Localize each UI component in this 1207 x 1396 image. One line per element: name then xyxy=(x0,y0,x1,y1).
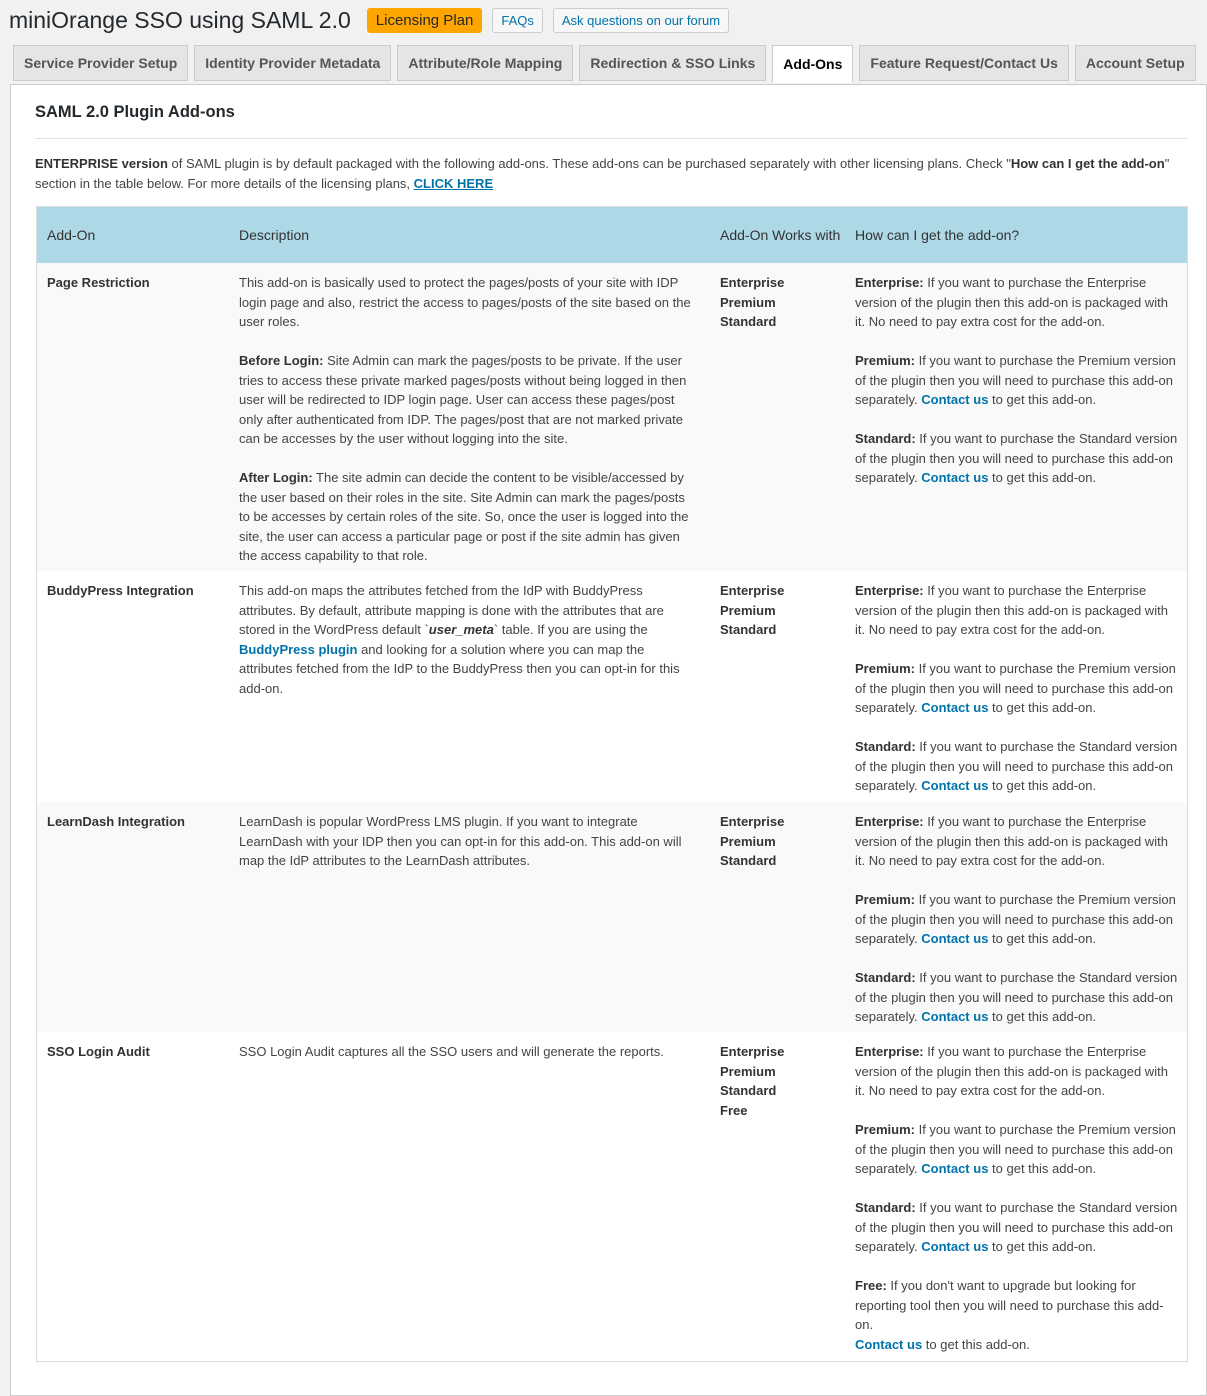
works-free: Free xyxy=(720,1102,748,1118)
addon-name: Page Restriction xyxy=(47,275,150,290)
works-enterprise: Enterprise xyxy=(720,814,785,829)
how-premium xyxy=(855,351,1179,410)
after-contact-text: to get this add-on. xyxy=(922,1336,1030,1352)
intro-bold-how: How can I get the add-on xyxy=(1010,156,1165,171)
buddypress-plugin-link[interactable]: BuddyPress plugin xyxy=(239,641,358,657)
after-contact-text: to get this add-on. xyxy=(988,931,1097,946)
faqs-button[interactable]: FAQs xyxy=(492,8,543,33)
contact-us-link[interactable]: Contact us xyxy=(921,1161,989,1176)
after-login-text: The site admin can decide the content to be visible/accessed by the user based on their roles in the site. Site Admin can mark the pages/posts to be accesses by certain roles of the site. So, once the user is logged into the site, the user can access a particular page or post if the site admin has given the access capability to that role. xyxy=(239,470,689,563)
addons-panel xyxy=(10,84,1207,1396)
how-to-get xyxy=(846,812,1187,1027)
tab-redirection-sso-links[interactable]: Redirection & SSO Links xyxy=(579,45,766,81)
premium-text: If you want to purchase the Premium version of the plugin then you will need to purchase this add-on separately. xyxy=(855,661,1176,715)
works-with-list xyxy=(711,812,846,871)
enterprise-label: Enterprise: xyxy=(855,814,924,829)
how-standard xyxy=(855,737,1179,796)
description-para: SSO Login Audit captures all the SSO users and will generate the reports. xyxy=(239,1044,664,1059)
how-to-get xyxy=(846,581,1187,796)
addon-description xyxy=(230,812,711,871)
addon-name: BuddyPress Integration xyxy=(47,583,194,598)
enterprise-text: If you want to purchase the Enterprise version of the plugin then this add-on is packaged with it. No need to pay extra cost for the add-on. xyxy=(855,814,1168,868)
contact-us-link[interactable]: Contact us xyxy=(921,1009,989,1024)
after-contact-text: to get this add-on. xyxy=(988,392,1097,407)
standard-text: If you want to purchase the Standard version of the plugin then you will need to purchase this add-on separately. xyxy=(855,739,1178,793)
before-login-text: Site Admin can mark the pages/posts to be private. If the user tries to access these private marked pages/posts without being logged in then user will be redirected to IDP login page. User can access these pages/post only after authenticated from IDP. The pages/post that are not marked private can be accesses by the user without logging into the site. xyxy=(239,353,687,446)
tab-attribute-role-mapping[interactable]: Attribute/Role Mapping xyxy=(397,45,573,81)
works-with-list xyxy=(711,581,846,640)
standard-label: Standard: xyxy=(855,431,916,446)
header-addon: Add-On xyxy=(47,227,96,243)
app-title: miniOrange SSO using SAML 2.0 xyxy=(9,6,351,33)
works-premium: Premium xyxy=(720,602,776,618)
enterprise-label: Enterprise: xyxy=(855,1044,924,1059)
description-para xyxy=(239,351,699,449)
premium-text: If you want to purchase the Premium version of the plugin then you will need to purchase this add-on separately. xyxy=(855,892,1176,946)
contact-us-link[interactable]: Contact us xyxy=(921,931,989,946)
works-enterprise: Enterprise xyxy=(720,1044,785,1059)
addon-name: SSO Login Audit xyxy=(47,1044,150,1059)
description-text: ` table. If you are using the xyxy=(493,622,648,637)
how-free xyxy=(855,1276,1179,1354)
tab-feature-request-contact[interactable]: Feature Request/Contact Us xyxy=(859,45,1068,81)
header-works-with: Add-On Works with xyxy=(720,227,841,243)
works-standard: Standard xyxy=(720,1083,777,1098)
works-standard: Standard xyxy=(720,622,777,637)
works-premium: Premium xyxy=(720,1063,776,1079)
after-contact-text: to get this add-on. xyxy=(988,470,1097,485)
title-divider xyxy=(35,138,1188,139)
how-standard xyxy=(855,968,1179,1027)
tab-add-ons[interactable]: Add-Ons xyxy=(772,45,853,83)
page-header xyxy=(9,4,739,36)
nav-tabs xyxy=(13,45,1202,83)
description-text: This add-on maps the attributes fetched from the IdP with BuddyPress attributes. By default, attribute mapping is done with the attributes that are stored in the WordPress default ` xyxy=(239,583,664,637)
table-row xyxy=(37,1032,1187,1361)
works-premium: Premium xyxy=(720,294,776,310)
addon-description xyxy=(230,581,711,698)
standard-label: Standard: xyxy=(855,970,916,985)
licensing-plan-button[interactable]: Licensing Plan xyxy=(367,8,483,33)
standard-text: If you want to purchase the Standard version of the plugin then you will need to purchase this add-on separately. xyxy=(855,431,1178,485)
table-row xyxy=(37,263,1187,571)
works-enterprise: Enterprise xyxy=(720,583,785,598)
page-title: SAML 2.0 Plugin Add-ons xyxy=(35,103,235,121)
addons-table xyxy=(36,206,1188,1362)
works-standard: Standard xyxy=(720,853,777,868)
user-meta-code: user_meta xyxy=(428,622,494,637)
how-standard xyxy=(855,1198,1179,1257)
enterprise-text: If you want to purchase the Enterprise version of the plugin then this add-on is packaged with it. No need to pay extra cost for the add-on. xyxy=(855,275,1168,329)
click-here-link[interactable]: CLICK HERE xyxy=(413,176,494,191)
description-para xyxy=(239,468,699,566)
description-para: This add-on is basically used to protect the pages/posts of your site with IDP login page and also, restrict the access to pages/posts of the site based on the user roles. xyxy=(239,275,691,329)
contact-us-link[interactable]: Contact us xyxy=(921,1239,989,1254)
how-standard xyxy=(855,429,1179,488)
standard-text: If you want to purchase the Standard version of the plugin then you will need to purchase this add-on separately. xyxy=(855,1200,1178,1254)
works-standard: Standard xyxy=(720,314,777,329)
premium-label: Premium: xyxy=(855,1122,915,1137)
description-text: and looking for a solution where you can map the attributes fetched from the IdP to the BuddyPress then you can opt-in for this add-on. xyxy=(239,641,680,696)
contact-us-link[interactable]: Contact us xyxy=(921,700,989,715)
contact-us-link[interactable]: Contact us xyxy=(921,778,989,793)
addon-name: LearnDash Integration xyxy=(47,814,185,829)
intro-bold-enterprise: ENTERPRISE version xyxy=(35,156,168,171)
how-premium xyxy=(855,1120,1179,1179)
table-row xyxy=(37,571,1187,802)
premium-label: Premium: xyxy=(855,353,915,368)
enterprise-text: If you want to purchase the Enterprise version of the plugin then this add-on is packaged with it. No need to pay extra cost for the add-on. xyxy=(855,583,1168,637)
after-contact-text: to get this add-on. xyxy=(988,1239,1097,1254)
description-para xyxy=(239,581,699,698)
table-header xyxy=(37,207,1187,263)
standard-text: If you want to purchase the Standard version of the plugin then you will need to purchase this add-on separately. xyxy=(855,970,1178,1024)
standard-label: Standard: xyxy=(855,1200,916,1215)
enterprise-text: If you want to purchase the Enterprise version of the plugin then this add-on is packaged with it. No need to pay extra cost for the add-on. xyxy=(855,1044,1168,1098)
works-with-list xyxy=(711,1042,846,1120)
forum-button[interactable]: Ask questions on our forum xyxy=(553,8,729,33)
how-premium xyxy=(855,890,1179,949)
after-contact-text: to get this add-on. xyxy=(988,1161,1097,1176)
how-premium xyxy=(855,659,1179,718)
after-contact-text: to get this add-on. xyxy=(988,700,1097,715)
after-contact-text: to get this add-on. xyxy=(988,1009,1097,1024)
intro-text-part: " section in the table below. For more details of the licensing plans, xyxy=(35,156,1170,191)
header-how: How can I get the add-on? xyxy=(855,227,1020,243)
tab-account-setup[interactable]: Account Setup xyxy=(1075,45,1196,81)
after-login-label: After Login: xyxy=(239,470,313,485)
how-to-get xyxy=(846,1042,1187,1354)
how-to-get xyxy=(846,273,1187,488)
before-login-label: Before Login: xyxy=(239,353,324,368)
intro-text xyxy=(35,154,1175,194)
table-row xyxy=(37,802,1187,1032)
addon-description xyxy=(230,273,711,566)
works-with-list xyxy=(711,273,846,332)
description-para: LearnDash is popular WordPress LMS plugin. If you want to integrate LearnDash with your IDP then you can opt-in for this add-on. This add-on will map the IdP attributes to the LearnDash attributes. xyxy=(239,814,682,868)
premium-label: Premium: xyxy=(855,661,915,676)
contact-us-link[interactable]: Contact us xyxy=(855,1336,923,1352)
contact-us-link[interactable]: Contact us xyxy=(921,392,989,407)
free-text: If you don't want to upgrade but looking for reporting tool then you will need to purchase this add-on. xyxy=(855,1278,1164,1332)
how-enterprise xyxy=(855,812,1179,871)
premium-label: Premium: xyxy=(855,892,915,907)
how-enterprise xyxy=(855,273,1179,332)
how-enterprise xyxy=(855,1042,1179,1101)
after-contact-text: to get this add-on. xyxy=(988,778,1097,793)
premium-text: If you want to purchase the Premium version of the plugin then you will need to purchase this add-on separately. xyxy=(855,353,1176,407)
standard-label: Standard: xyxy=(855,739,916,754)
addon-description xyxy=(230,1042,711,1062)
premium-text: If you want to purchase the Premium version of the plugin then you will need to purchase this add-on separately. xyxy=(855,1122,1176,1176)
works-enterprise: Enterprise xyxy=(720,275,785,290)
header-description: Description xyxy=(239,227,310,243)
enterprise-label: Enterprise: xyxy=(855,583,924,598)
contact-us-link[interactable]: Contact us xyxy=(921,470,989,485)
how-enterprise xyxy=(855,581,1179,640)
intro-text-part: of SAML plugin is by default packaged with the following add-ons. These add-ons can be purchased separately with other licensing plans. Check " xyxy=(167,156,1011,171)
tab-service-provider-setup[interactable]: Service Provider Setup xyxy=(13,45,188,81)
enterprise-label: Enterprise: xyxy=(855,275,924,290)
tab-identity-provider-metadata[interactable]: Identity Provider Metadata xyxy=(194,45,391,81)
free-label: Free: xyxy=(855,1278,887,1293)
works-premium: Premium xyxy=(720,833,776,849)
